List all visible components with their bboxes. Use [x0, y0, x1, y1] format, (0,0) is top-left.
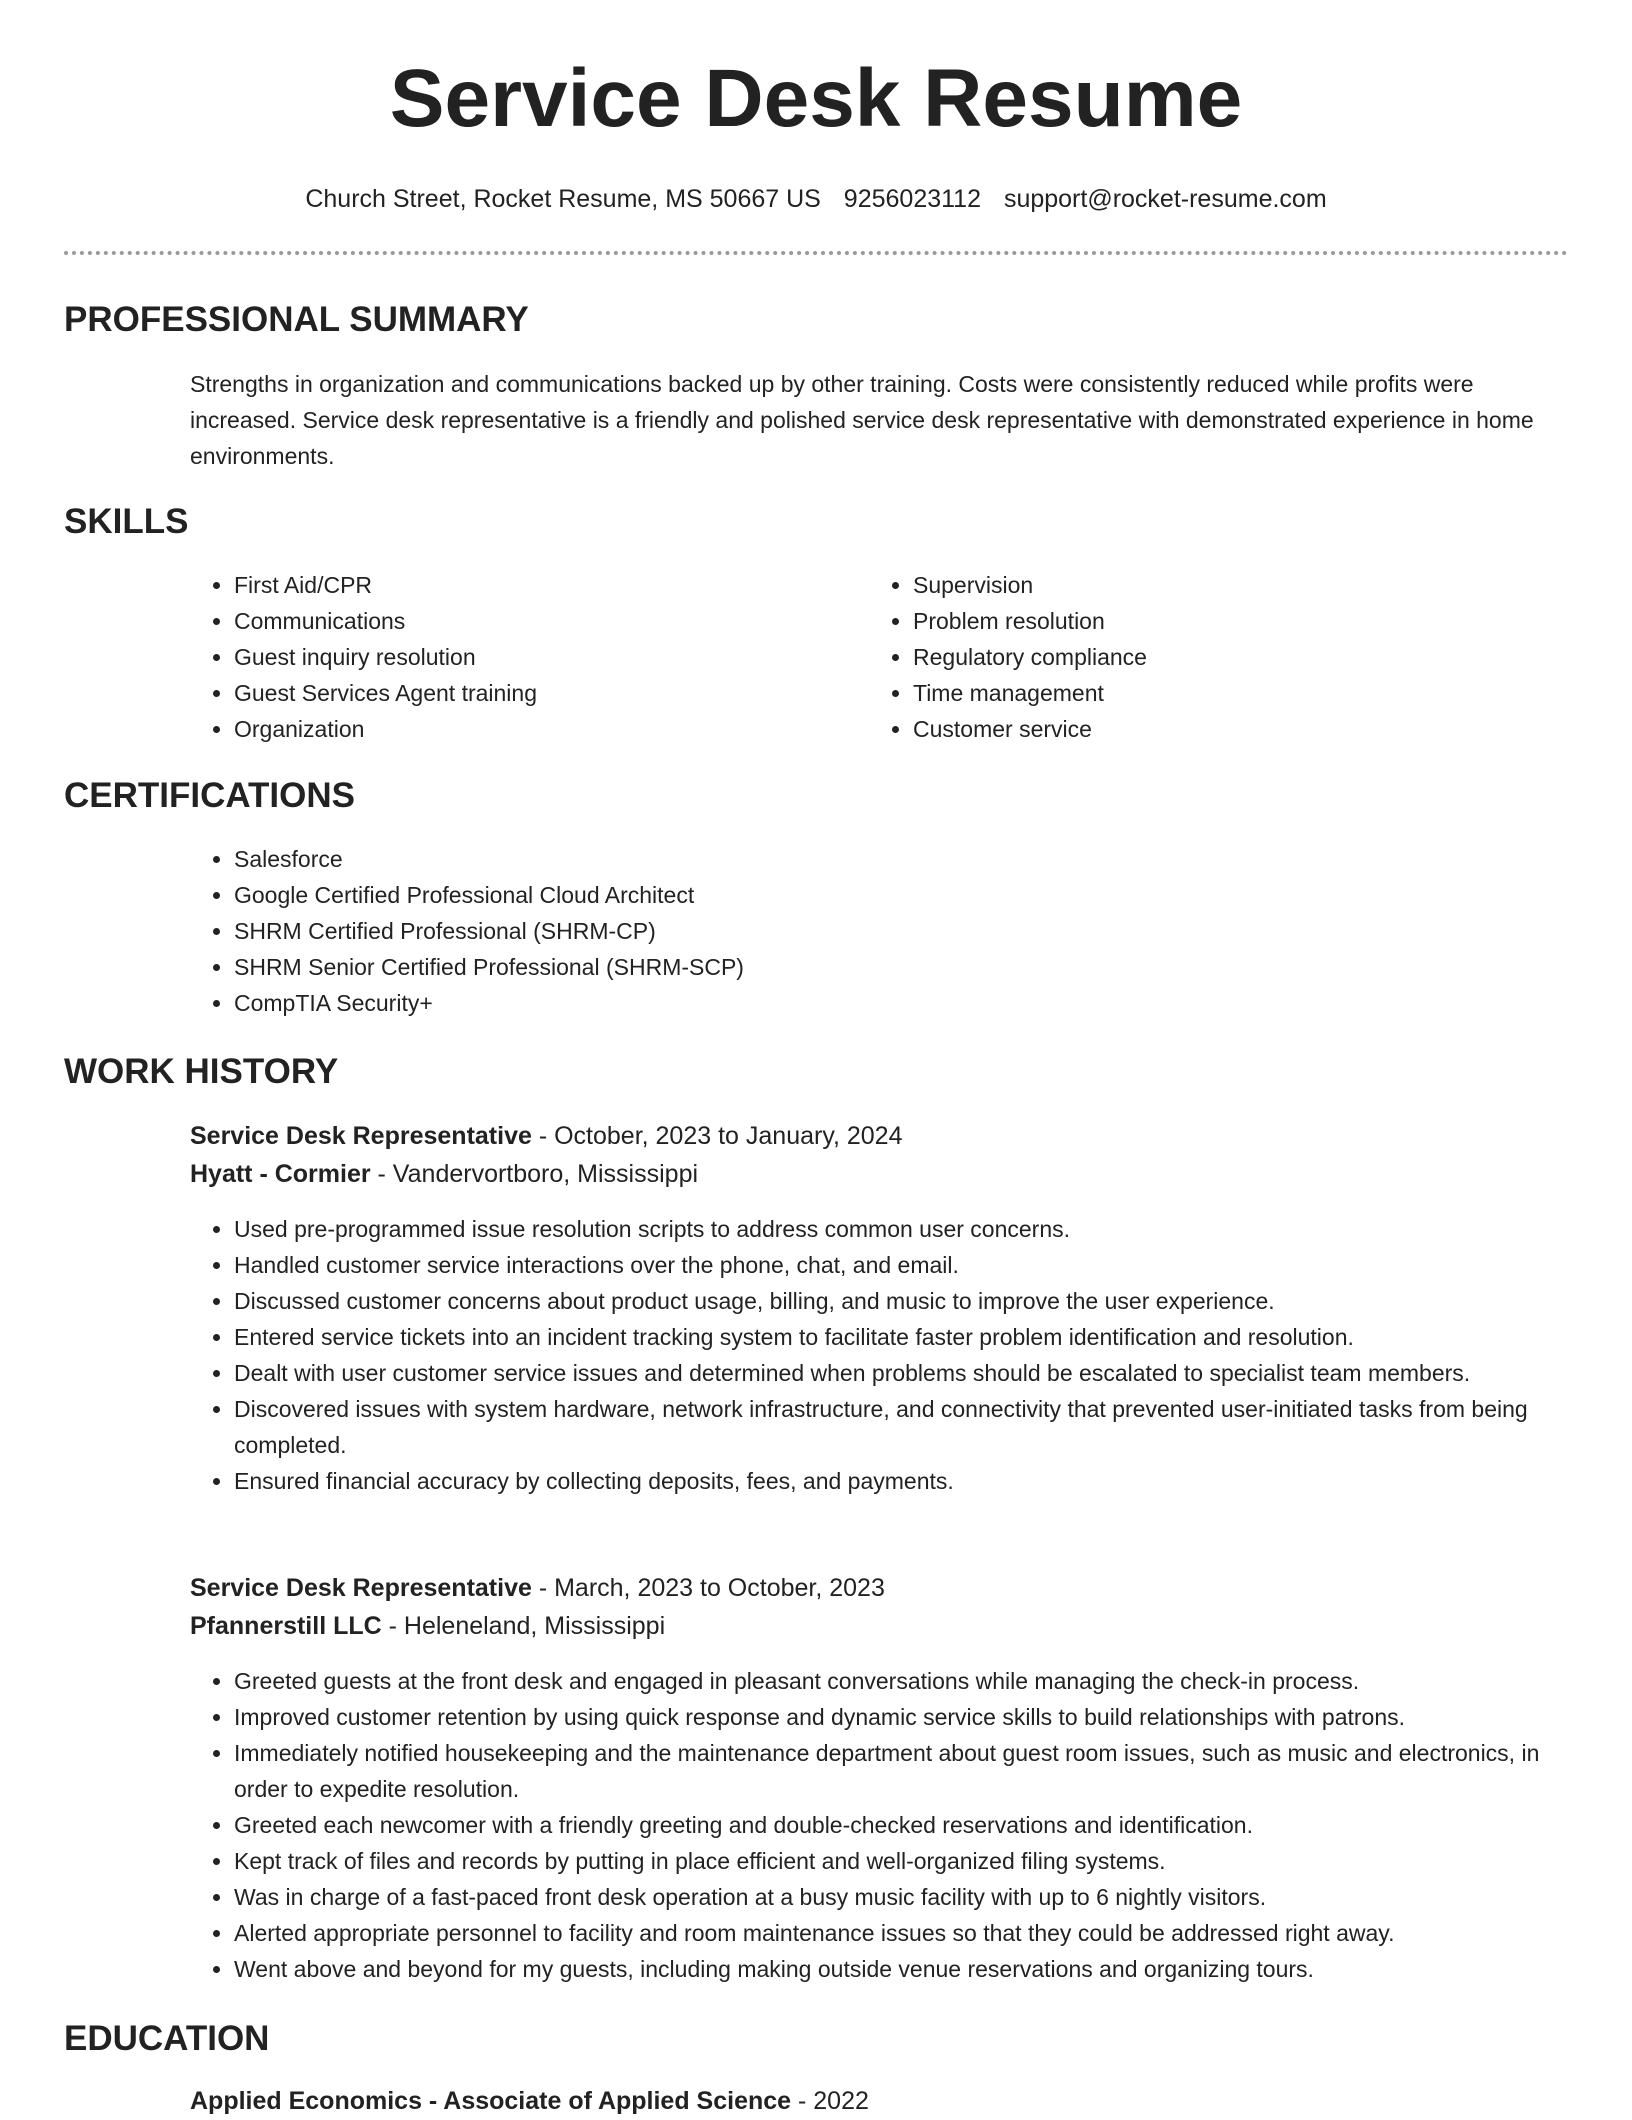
list-item: • Used pre-programmed issue resolution scripts to address common user concerns.	[234, 1211, 1574, 1247]
list-item: • Guest Services Agent training	[234, 675, 854, 711]
list-item: • Was in charge of a fast-paced front desk operation at a busy music facility with up to 6 nightly visitors.	[234, 1879, 1574, 1915]
list-item: • Entered service tickets into an incident tracking system to facilitate faster problem identification and resolution.	[234, 1319, 1574, 1355]
list-item: • Guest inquiry resolution	[234, 639, 854, 675]
list-item: • Greeted each newcomer with a friendly greeting and double-checked reservations and identification.	[234, 1807, 1574, 1843]
job-1-company-line	[190, 1155, 698, 1193]
education-year: - 2022	[791, 2087, 869, 2115]
list-item: • Customer service	[913, 711, 1533, 747]
section-title-skills: SKILLS	[64, 502, 189, 541]
skills-list-right	[869, 567, 1533, 747]
skills-list-left	[190, 567, 854, 747]
job-2-company: Pfannerstill LLC	[190, 1612, 382, 1640]
list-item: • Greeted guests at the front desk and engaged in pleasant conversations while managing the check-in process.	[234, 1663, 1574, 1699]
list-item: • Improved customer retention by using quick response and dynamic service skills to build relationships with patrons.	[234, 1699, 1574, 1735]
list-item: • Kept track of files and records by putting in place efficient and well-organized filing systems.	[234, 1843, 1574, 1879]
section-title-work-history: WORK HISTORY	[64, 1052, 339, 1091]
list-item: • First Aid/CPR	[234, 567, 854, 603]
education-degree: Applied Economics - Associate of Applied Science	[190, 2087, 792, 2115]
list-item: • Google Certified Professional Cloud Architect	[234, 877, 1534, 913]
job-1-company: Hyatt - Cormier	[190, 1160, 371, 1188]
list-item: • Problem resolution	[913, 603, 1533, 639]
contact-email: support@rocket-resume.com	[1003, 185, 1327, 213]
resume-title: Service Desk Resume	[389, 53, 1243, 144]
section-title-certifications: CERTIFICATIONS	[64, 776, 356, 815]
list-item: • Supervision	[913, 567, 1533, 603]
list-item: • Discovered issues with system hardware, network infrastructure, and connectivity that prevented user-initiated tasks from being completed.	[234, 1391, 1574, 1463]
job-1-dates: - October, 2023 to January, 2024	[531, 1122, 903, 1150]
job-1-title-line	[190, 1117, 902, 1155]
list-item: • Dealt with user customer service issues and determined when problems should be escalated to specialist team members.	[234, 1355, 1574, 1391]
contact-address: Church Street, Rocket Resume, MS 50667 US	[305, 185, 821, 213]
list-item: • Organization	[234, 711, 854, 747]
job-1-location: - Vandervortboro, Mississippi	[370, 1160, 699, 1188]
list-item: • Time management	[913, 675, 1533, 711]
list-item: • Alerted appropriate personnel to facility and room maintenance issues so that they could be addressed right away.	[234, 1915, 1574, 1951]
job-1-role: Service Desk Representative	[190, 1122, 532, 1150]
list-item: • Communications	[234, 603, 854, 639]
list-item: • Handled customer service interactions over the phone, chat, and email.	[234, 1247, 1574, 1283]
certifications-list	[190, 841, 1534, 1021]
list-item: • SHRM Certified Professional (SHRM-CP)	[234, 913, 1534, 949]
job-2-dates: - March, 2023 to October, 2023	[531, 1574, 885, 1602]
header-divider	[64, 251, 1568, 255]
section-title-education: EDUCATION	[64, 2019, 270, 2058]
education-line	[190, 2082, 869, 2120]
list-item: • Discussed customer concerns about product usage, billing, and music to improve the user experience.	[234, 1283, 1574, 1319]
job-2-role: Service Desk Representative	[190, 1574, 532, 1602]
section-title-summary: PROFESSIONAL SUMMARY	[64, 300, 529, 339]
list-item: • Immediately notified housekeeping and the maintenance department about guest room issues, such as music and electronics, in order to expedite resolution.	[234, 1735, 1574, 1807]
job-2-company-line	[190, 1607, 665, 1645]
list-item: • Went above and beyond for my guests, including making outside venue reservations and organizing tours.	[234, 1951, 1574, 1987]
list-item: • Salesforce	[234, 841, 1534, 877]
job-1-bullets	[190, 1211, 1574, 1499]
job-2-title-line	[190, 1569, 885, 1607]
list-item: • CompTIA Security+	[234, 985, 1534, 1021]
summary-text: Strengths in organization and communications backed up by other training. Costs were consistently reduced while profits were increased. Service desk representative is a friendly and polished service desk representative with demonstrated experience in home environments.	[190, 371, 1534, 469]
contact-phone: 9256023112	[843, 185, 981, 213]
list-item: • Regulatory compliance	[913, 639, 1533, 675]
contact-line	[0, 183, 1632, 215]
job-2-bullets	[190, 1663, 1574, 1987]
list-item: • SHRM Senior Certified Professional (SHRM-SCP)	[234, 949, 1534, 985]
job-2-location: - Heleneland, Mississippi	[381, 1612, 666, 1640]
list-item: • Ensured financial accuracy by collecting deposits, fees, and payments.	[234, 1463, 1574, 1499]
